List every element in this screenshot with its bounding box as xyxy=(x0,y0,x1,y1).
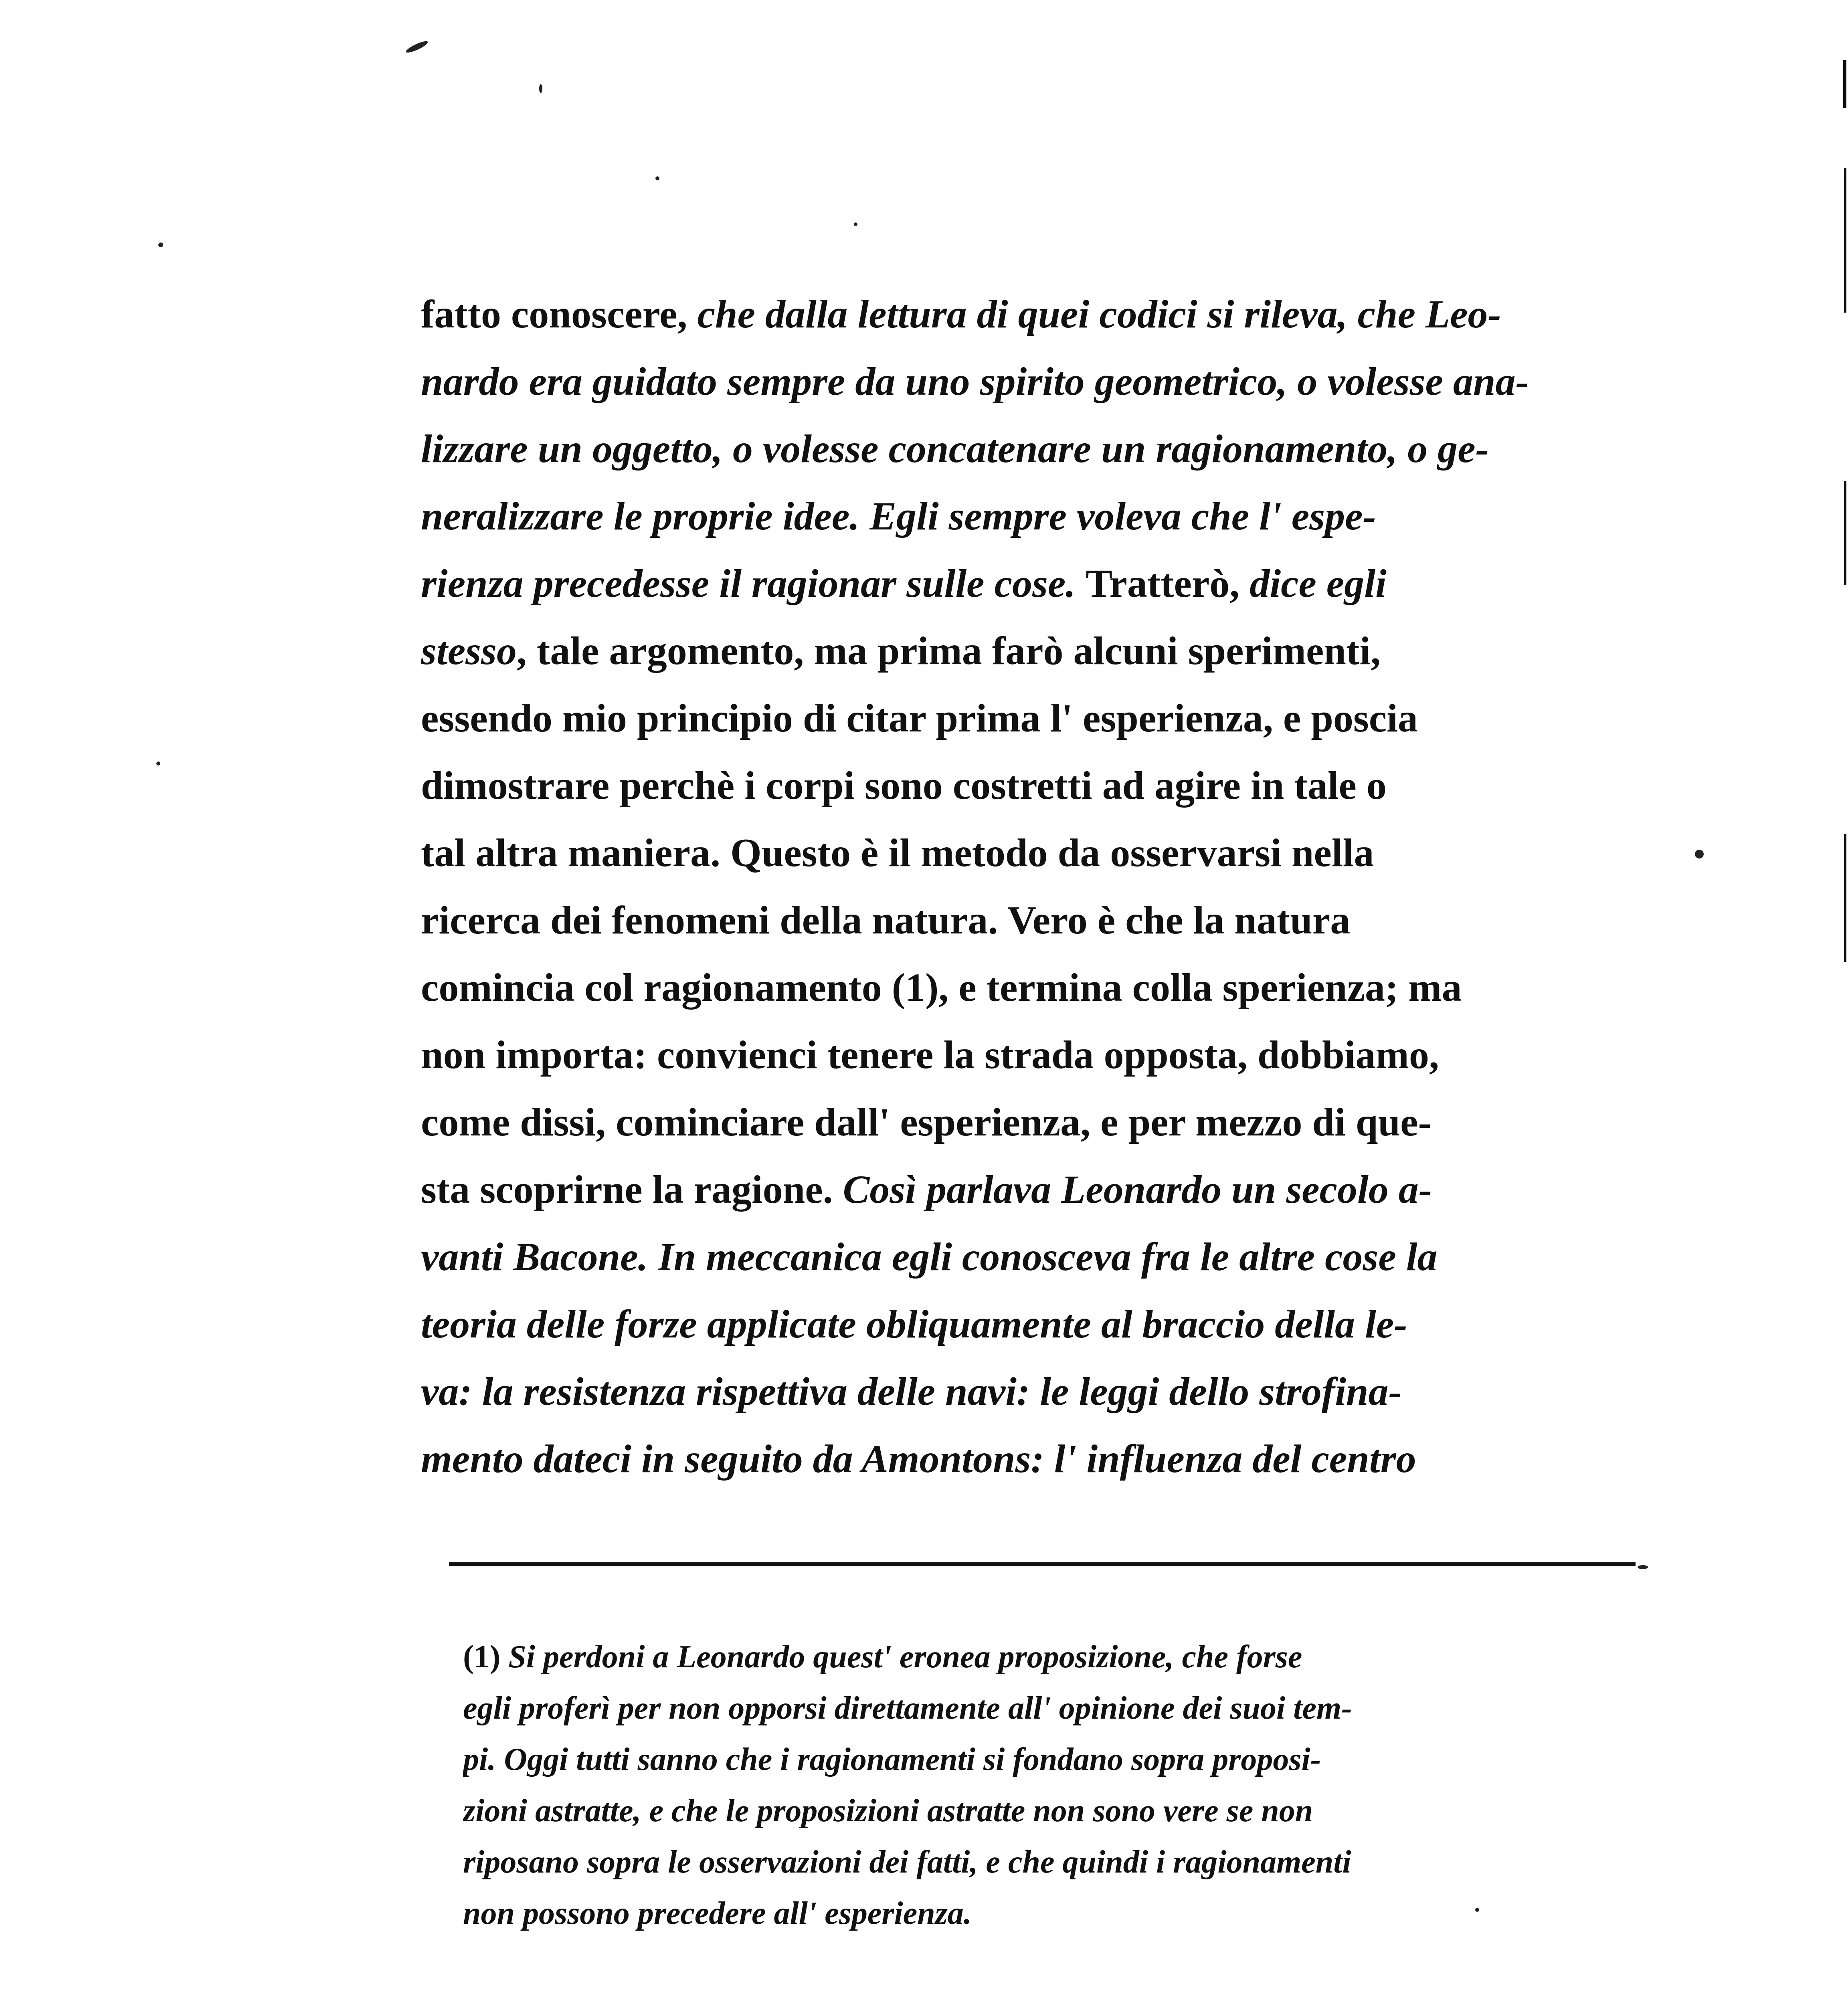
text-run: dimostrare perchè i corpi sono costretti ad agire in tale o xyxy=(421,763,1387,808)
text-run: non possono precedere all' esperienza. xyxy=(463,1896,972,1931)
text-run: sta scoprirne la ragione. xyxy=(421,1167,843,1212)
text-run: tal altra maniera. Questo è il metodo da osservarsi nella xyxy=(421,830,1374,875)
text-run: lizzare un oggetto, o volesse concatenare un ragionamento, o ge- xyxy=(421,426,1489,471)
text-run: egli proferì per non opporsi direttamente all' opinione dei suoi tem- xyxy=(463,1691,1352,1726)
scan-speck xyxy=(1695,850,1704,859)
scan-edge-mark xyxy=(1844,481,1846,585)
scan-speck xyxy=(156,762,160,766)
body-text-line xyxy=(421,1425,1624,1493)
scan-speck xyxy=(405,39,429,55)
text-run: ricerca dei fenomeni della natura. Vero è che la natura xyxy=(421,898,1351,942)
body-text-line xyxy=(421,348,1624,415)
scan-edge-mark xyxy=(1844,168,1846,313)
text-run: pi. Oggi tutti sanno che i ragionamenti si fondano sopra proposi- xyxy=(463,1742,1321,1777)
footnote-line xyxy=(463,1785,1646,1836)
footnote-line xyxy=(463,1888,1646,1939)
body-text-line xyxy=(421,1021,1624,1089)
text-run: , tale argomento, ma prima farò alcuni sperimenti, xyxy=(516,628,1381,673)
text-run: che dalla lettura di quei codici si rileva, che Leo- xyxy=(697,292,1501,336)
body-text-line xyxy=(421,1358,1624,1425)
text-run: riposano sopra le osservazioni dei fatti, e che quindi i ragionamenti xyxy=(463,1844,1351,1880)
text-run: Si perdoni a Leonardo quest' eronea proposizione, che forse xyxy=(508,1639,1302,1675)
text-run: nardo era guidato sempre da uno spirito geometrico, o volesse ana- xyxy=(421,359,1529,404)
text-run: va: la resistenza rispettiva delle navi: le leggi dello strofina- xyxy=(421,1369,1402,1414)
text-run: vanti Bacone. In meccanica egli conosceva fra le altre cose la xyxy=(421,1234,1438,1279)
body-text-line xyxy=(421,1089,1624,1156)
scan-speck xyxy=(1638,1565,1648,1569)
body-text-line xyxy=(421,281,1624,348)
footnote xyxy=(463,1631,1646,1939)
text-run: dice egli xyxy=(1250,561,1387,606)
text-run: Tratterò, xyxy=(1086,561,1250,606)
text-run: fatto conoscere, xyxy=(421,292,698,336)
body-text-line xyxy=(421,617,1624,685)
scan-speck xyxy=(854,222,857,226)
footnote-separator-rule xyxy=(449,1562,1636,1566)
body-text-line xyxy=(421,415,1624,483)
body-text-line xyxy=(421,887,1624,954)
body-text-line xyxy=(421,819,1624,887)
body-text-line xyxy=(421,1291,1624,1358)
body-text-line xyxy=(421,752,1624,819)
scan-edge-mark xyxy=(1843,60,1846,108)
footnote-line xyxy=(463,1734,1646,1785)
text-run: rienza precedesse il ragionar sulle cose. xyxy=(421,561,1086,606)
scan-speck xyxy=(1475,1908,1479,1912)
text-run: comincia col ragionamento (1), e termina colla sperienza; ma xyxy=(421,965,1462,1010)
text-run: come dissi, cominciare dall' esperienza, e per mezzo di que- xyxy=(421,1100,1431,1144)
body-text-line xyxy=(421,685,1624,752)
text-run: stesso xyxy=(421,628,517,673)
scan-speck xyxy=(158,242,163,247)
body-text-line xyxy=(421,1156,1624,1223)
body-text xyxy=(421,281,1624,1493)
scan-speck xyxy=(655,176,659,180)
scan-speck xyxy=(539,84,542,93)
text-run: (1) xyxy=(463,1639,509,1675)
footnote-line xyxy=(463,1836,1646,1888)
text-run: neralizzare le proprie idee. Egli sempre voleva che l' espe- xyxy=(421,494,1376,538)
text-run: Così parlava Leonardo un secolo a- xyxy=(843,1167,1432,1212)
text-run: non importa: convienci tenere la strada opposta, dobbiamo, xyxy=(421,1032,1439,1077)
text-run: mento dateci in seguito da Amontons: l' influenza del centro xyxy=(421,1436,1416,1481)
text-run: zioni astratte, e che le proposizioni astratte non sono vere se non xyxy=(463,1793,1313,1828)
body-text-line xyxy=(421,954,1624,1021)
footnote-line xyxy=(463,1683,1646,1734)
body-text-line xyxy=(421,483,1624,550)
scan-edge-mark xyxy=(1844,834,1846,962)
body-text-line xyxy=(421,550,1624,617)
footnote-line xyxy=(463,1631,1646,1683)
text-run: teoria delle forze applicate obliquamente al braccio della le- xyxy=(421,1302,1407,1346)
text-run: essendo mio principio di citar prima l' esperienza, e poscia xyxy=(421,696,1418,740)
body-text-line xyxy=(421,1223,1624,1291)
